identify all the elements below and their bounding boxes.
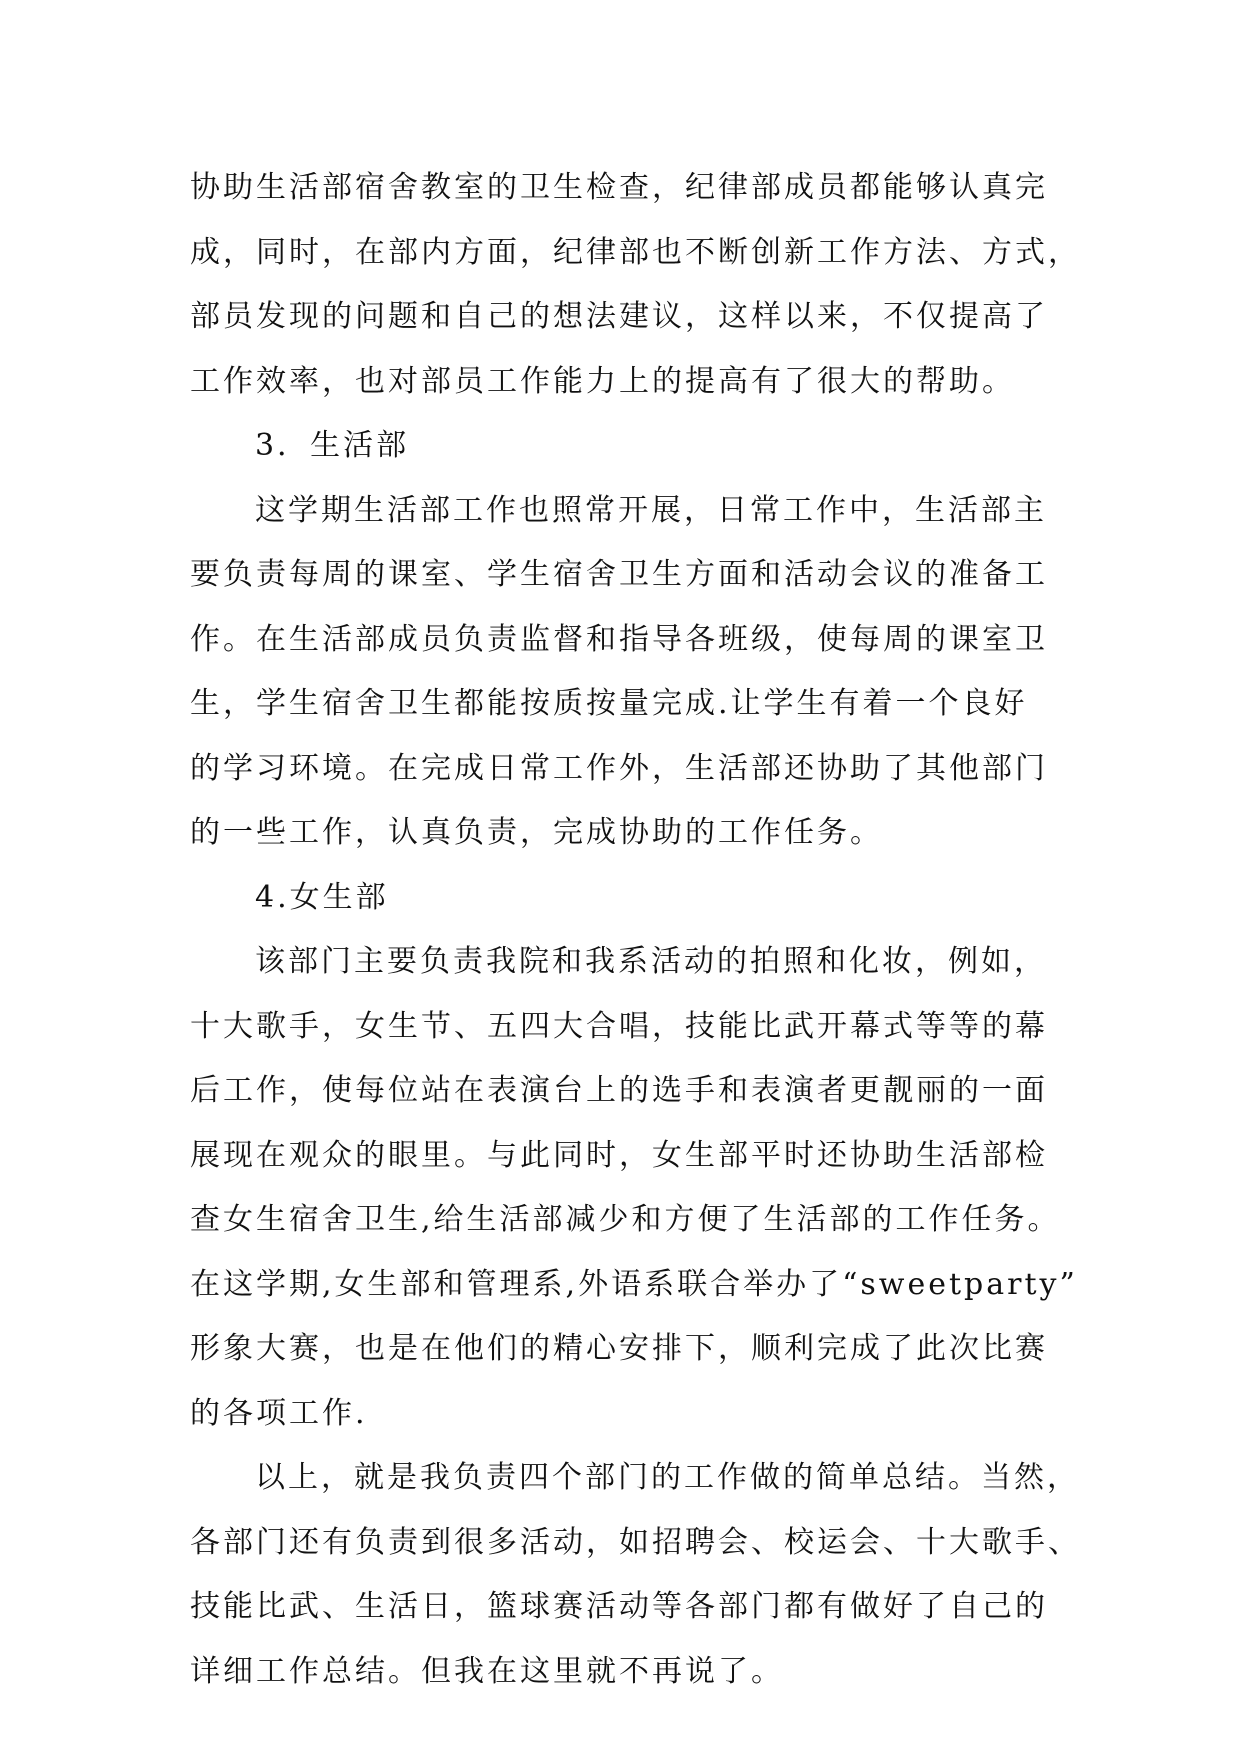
text-line: 形象大赛，也是在他们的精心安排下，顺利完成了此次比赛 bbox=[190, 1331, 1048, 1366]
text-line: 该部门主要负责我院和我系活动的拍照和化妆，例如， bbox=[255, 944, 1047, 979]
text-line: 工作效率，也对部员工作能力上的提高有了很大的帮助。 bbox=[190, 363, 1015, 399]
section-heading-life-dept: 3．生活部 bbox=[255, 428, 410, 463]
text-line: 协助生活部宿舍教室的卫生检查，纪律部成员都能够认真完 bbox=[190, 170, 1048, 205]
text-line: 的各项工作. bbox=[190, 1395, 368, 1431]
text-line: 的学习环境。在完成日常工作外，生活部还协助了其他部门 bbox=[190, 750, 1048, 786]
text-line: 部员发现的问题和自己的想法建议，这样以来，不仅提高了 bbox=[190, 299, 1048, 334]
text-line: 十大歌手，女生节、五四大合唱，技能比武开幕式等等的幕 bbox=[190, 1008, 1048, 1044]
text-line: 要负责每周的课室、学生宿舍卫生方面和活动会议的准备工 bbox=[190, 557, 1048, 592]
text-line: 作。在生活部成员负责监督和指导各班级，使每周的课室卫 bbox=[190, 621, 1048, 657]
text-line: 以上，就是我负责四个部门的工作做的简单总结。当然， bbox=[255, 1460, 1080, 1495]
text-line: 查女生宿舍卫生,给生活部减少和方便了生活部的工作任务。 bbox=[190, 1202, 1061, 1237]
text-line: 成，同时，在部内方面，纪律部也不断创新工作方法、方式， bbox=[190, 234, 1081, 270]
text-line: 展现在观众的眼里。与此同时，女生部平时还协助生活部检 bbox=[190, 1137, 1048, 1173]
text-line: 这学期生活部工作也照常开展，日常工作中，生活部主 bbox=[255, 492, 1047, 528]
document-body bbox=[190, 156, 1081, 1704]
text-line: 后工作，使每位站在表演台上的选手和表演者更靓丽的一面 bbox=[190, 1073, 1048, 1108]
text-line: 的一些工作，认真负责，完成协助的工作任务。 bbox=[190, 815, 883, 850]
text-line: 生，学生宿舍卫生都能按质按量完成.让学生有着一个良好 bbox=[190, 686, 1028, 721]
section-heading-girls-dept: 4.女生部 bbox=[255, 879, 389, 915]
text-line: 详细工作总结。但我在这里就不再说了。 bbox=[190, 1653, 784, 1689]
text-line: 在这学期,女生部和管理系,外语系联合举办了“sweetparty” bbox=[190, 1266, 1078, 1302]
text-line: 各部门还有负责到很多活动，如招聘会、校运会、十大歌手、 bbox=[190, 1524, 1081, 1560]
text-line: 技能比武、生活日，篮球赛活动等各部门都有做好了自己的 bbox=[190, 1589, 1048, 1624]
